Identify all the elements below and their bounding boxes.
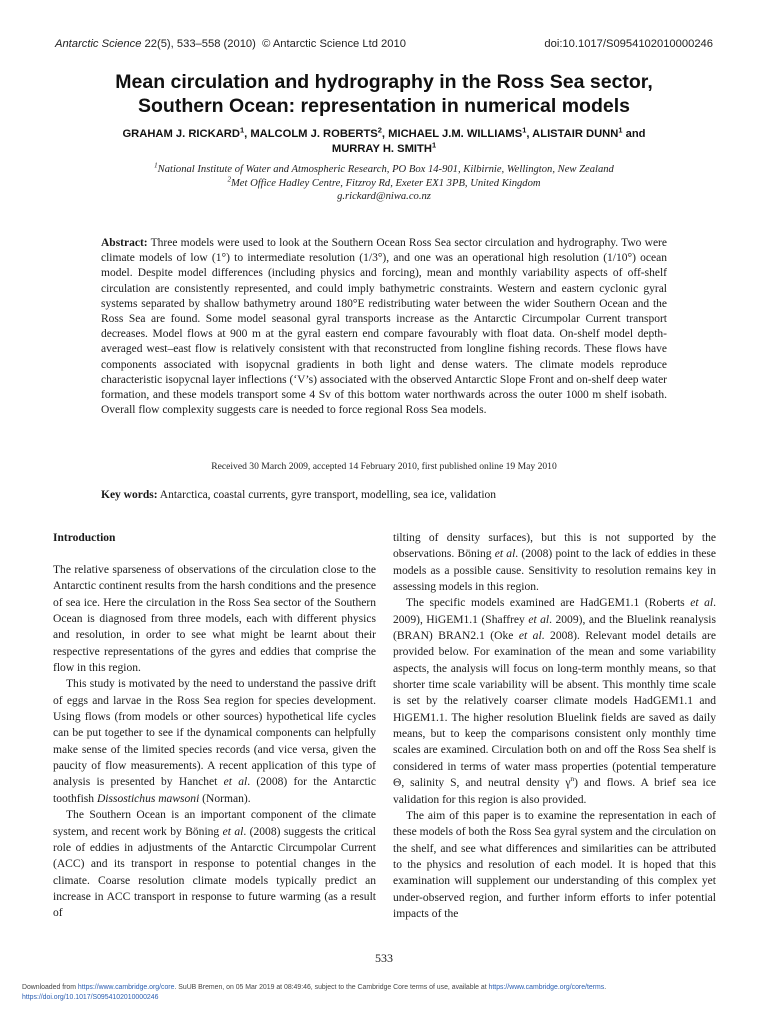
- species-name: Dissostichus mawsoni: [96, 792, 200, 805]
- keywords-label: Key words:: [101, 489, 158, 501]
- abstract: [101, 236, 667, 418]
- download-footer: Downloaded from https://www.cambridge.org/core. SuUB Bremen, on 05 Mar 2019 at 08:49:46, subject to the Cambridge Core terms of use, available at https://www.cambridge.org/core/terms. https://doi.org/10.1017/S0954102010000246: [22, 984, 607, 1001]
- received-dates: Received 30 March 2009, accepted 14 February 2010, first published online 19 May 2010: [211, 461, 557, 472]
- copyright-notice: © Antarctic Science Ltd 2010: [262, 38, 406, 50]
- author-name: , MALCOLM J. ROBERTS: [244, 128, 378, 140]
- affiliation-marker: 1: [431, 140, 437, 150]
- paragraph: tilting of density surfaces), but this is not supported by the observations. Böning et al. (2008) point to the lack of eddies in these models as a possible cause. Sensitivity to resolution remains key in assessing models in this region.: [393, 532, 716, 594]
- author-name: GRAHAM J. RICKARD: [122, 128, 240, 140]
- paragraph: The Southern Ocean is an important component of the climate system, and recent work by Böning et al. (2008) suggests the critical role of eddies in adjustments of the Antarctic Circumpolar Current (ACC) and its transport in response to potential changes in the climate. Coarse resolution climate models typically predict an increase in ACC transport in response to future warming (as a result of: [53, 809, 376, 920]
- paragraph: The aim of this paper is to examine the representation in each of these models of both the Ross Sea gyral system and the circulation on the shelf, and see what differences and similarities can be attributed to the physics and resolution of each model. It is hoped that this examination will supplement our understanding of this complex yet under-observed region, and further inform efforts to infer potential impacts of the: [393, 809, 716, 920]
- paragraph: The specific models examined are HadGEM1.1 (Roberts et al. 2009), HiGEM1.1 (Shaffrey et al. 2009), and the Bluelink reanalysis (BRAN) BRAN2.1 (Oke et al. 2008). Relevant model details are provided below. For examination of the mean and some variability aspects, the analysis will focus on long-term monthly means, so that shorter time scale variability will be absent. This monthly time scale is set by the relatively coarser climate models HadGEM1.1 and HiGEM1.1. The higher resolution Bluelink fields are saved as daily means, but to keep the comparisons consistent only monthly time scales are examined. Circulation both on and off the Ross Sea shelf is considered in terms of water mass properties (potential temperature Θ, salinity S, and neutral density $\gamma^n$) and flows. A brief sea ice validation for this region is also provided.: [393, 597, 717, 806]
- volume-pages: 22(5), 533–558 (2010): [141, 38, 256, 50]
- affiliation-marker: 2: [377, 125, 382, 135]
- affiliation-2: $^2$Met Office Hadley Centre, Fitzroy Rd, Exeter EX1 3PB, United Kingdom: [227, 175, 541, 189]
- author-conjunction: and: [622, 128, 646, 140]
- paragraph: This study is motivated by the need to understand the passive drift of eggs and larvae in the Ross Sea region for species development. Using flows (from models or other sources) hypothetical life cycles can be put together to see if the dynamical components can helpfully make sense of the limited species records (and vice versa, given the paucity of flow measurements). A recent application of this type of analysis is presented by Hanchet et al. (2008) for the Antarctic toothfish Dissostichus mawsoni (Norman).: [53, 678, 376, 805]
- running-header-doi: doi:10.1017/S0954102010000246: [544, 38, 713, 50]
- section-heading-introduction: Introduction: [53, 532, 116, 544]
- affiliation-marker: 1: [239, 125, 245, 135]
- page-number: 533: [375, 951, 393, 965]
- keywords: [101, 489, 701, 501]
- abstract-label: Abstract:: [101, 237, 148, 249]
- running-header-citation: [55, 38, 406, 50]
- author-name: , MICHAEL J.M. WILLIAMS: [381, 128, 523, 140]
- title-line-2: Southern Ocean: representation in numerical models: [138, 95, 630, 117]
- affiliation-marker: 1: [522, 125, 527, 135]
- cambridge-core-link[interactable]: https://www.cambridge.org/core: [77, 984, 175, 991]
- affiliation-1: $^1$National Institute of Water and Atmospheric Research, PO Box 14-901, Kilbirnie, Wellington, New Zealand: [154, 161, 614, 175]
- abstract-text: Three models were used to look at the Southern Ocean Ross Sea sector circulation and hydrography. Two were climate models of low (1°) to intermediate resolution (1/3°), and one was an operational high resolution (1/10°) ocean model. Despite model differences (including physics and forcing), mean and monthly variability aspects of off-shelf circulation are consistently represented, and could imply bathymetric constraints. Western and eastern cyclonic gyral systems separated by shallow bathymetry around 180°E redistributing water between the wider Southern Ocean and the Ross Sea are found. Some model seasonal gyral transports increase as the Antarctic Circumpolar Current transport decreases. Model flows at 900 m at the gyral eastern end compare favourably with float data. On-shelf model depth-averaged west–east flow is relatively consistent with that reconstructed from longline fishing records. These flows have components associated with isopycnal gradients in both light and dense waters. The climate models reproduce characteristic isopycnal layer inflections (‘V’s) associated with the observed Antarctic Slope Front and on-shelf deep water formation, and these models transport some 4 Sv of this bottom water northwards across the outer 1000 m shelf isobath. Overall flow complexity suggests care is needed to force regional Ross Sea models.: [101, 237, 667, 417]
- affiliation-marker: 1: [618, 125, 623, 135]
- author-name: , ALISTAIR DUNN: [526, 128, 619, 140]
- paragraph: The relative sparseness of observations of the circulation close to the Antarctic continent results from the harsh conditions and the presence of sea ice. Here the circulation in the Ross Sea sector of the Southern Ocean is diagnosed from three models, each with different physics and resolution, in order to see what might be learnt about their respective representations of the gyres and eddies that comprise the flow in this region.: [53, 564, 376, 675]
- author-list: [40, 127, 728, 157]
- journal-name: Antarctic Science: [55, 38, 142, 50]
- corresponding-email: g.rickard@niwa.co.nz: [337, 191, 431, 203]
- body-column-right: [393, 530, 716, 922]
- affiliations: [40, 163, 728, 204]
- body-column-left: [53, 530, 376, 922]
- paper-title: [40, 70, 728, 118]
- author-name: MURRAY H. SMITH: [331, 143, 432, 155]
- title-line-1: Mean circulation and hydrography in the Ross Sea sector,: [115, 71, 653, 93]
- terms-link[interactable]: https://www.cambridge.org/core/terms: [488, 984, 605, 991]
- doi-link[interactable]: https://doi.org/10.1017/S0954102010000246: [22, 994, 159, 1001]
- keywords-text: Antarctica, coastal currents, gyre transport, modelling, sea ice, validation: [157, 489, 497, 501]
